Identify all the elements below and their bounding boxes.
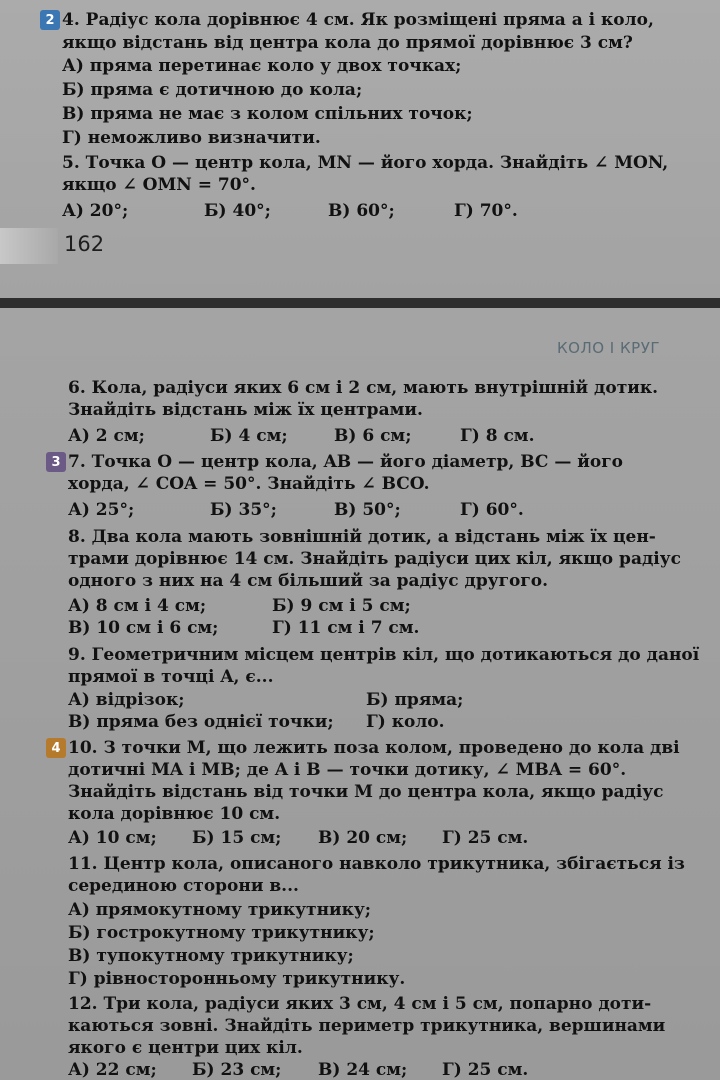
q10-option-c: В) 20 см;: [318, 828, 408, 848]
q12-text-line3: якого є центри цих кіл.: [68, 1038, 303, 1058]
page-number-strip: [0, 228, 58, 264]
q9-text-line2: прямої в точці A, є...: [68, 667, 274, 687]
q8-option-d: Г) 11 см і 7 см.: [272, 618, 420, 638]
q4-text-line2: якщо відстань від центра кола до прямої дорівнює 3 см?: [62, 33, 633, 53]
q7-option-a: А) 25°;: [68, 500, 135, 520]
q11-option-b: Б) гострокутному трикутнику;: [68, 923, 375, 943]
q10-text-line2: дотичні MA і MB; де A і B — точки дотику, ∠ MBA = 60°.: [68, 760, 627, 780]
q8-text-line3: одного з них на 4 см більший за радіус другого.: [68, 571, 549, 591]
q11-text-line1: 11. Центр кола, описаного навколо трикутника, збігається із: [68, 854, 685, 874]
q8-text-line1: 8. Два кола мають зовнішній дотик, а відстань між їх цен-: [68, 527, 656, 547]
q12-text-line2: каються зовні. Знайдіть периметр трикутника, вершинами: [68, 1016, 666, 1036]
q12-option-c: В) 24 см;: [318, 1060, 408, 1080]
q5-option-a: А) 20°;: [62, 201, 129, 221]
q5-text-line1: 5. Точка O — центр кола, MN — його хорда. Знайдіть ∠ MON,: [62, 153, 669, 173]
q12-option-b: Б) 23 см;: [192, 1060, 282, 1080]
q8-option-c: В) 10 см і 6 см;: [68, 618, 219, 638]
q12-text-line1: 12. Три кола, радіуси яких 3 см, 4 см і 5 см, попарно доти-: [68, 994, 652, 1014]
q4-option-d: Г) неможливо визначити.: [62, 128, 321, 148]
q6-option-a: А) 2 см;: [68, 426, 145, 446]
difficulty-badge-icon: 3: [46, 452, 66, 472]
q9-option-a: А) відрізок;: [68, 690, 185, 710]
q10-option-a: А) 10 см;: [68, 828, 157, 848]
q5-option-c: В) 60°;: [328, 201, 395, 221]
q11-option-a: А) прямокутному трикутнику;: [68, 900, 372, 920]
q10-text-line3: Знайдіть відстань від точки M до центра кола, якщо радіус: [68, 782, 664, 802]
q11-text-line2: серединою сторони в...: [68, 876, 299, 896]
difficulty-badge-icon: 4: [46, 738, 66, 758]
q7-text-line1: 7. Точка O — центр кола, AB — його діаметр, BC — його: [68, 452, 623, 472]
q6-text-line2: Знайдіть відстань між їх центрами.: [68, 400, 423, 420]
q10-text-line1: 10. З точки M, що лежить поза колом, проведено до кола дві: [68, 738, 680, 758]
q7-option-d: Г) 60°.: [460, 500, 524, 520]
q10-text-line4: кола дорівнює 10 см.: [68, 804, 281, 824]
q5-option-d: Г) 70°.: [454, 201, 518, 221]
q11-option-d: Г) рівносторонньому трикутнику.: [68, 969, 406, 989]
q4-option-c: В) пряма не має з колом спільних точок;: [62, 104, 473, 124]
q6-text-line1: 6. Кола, радіуси яких 6 см і 2 см, мають внутрішній дотик.: [68, 378, 659, 398]
q9-option-b: Б) пряма;: [366, 690, 464, 710]
q6-option-d: Г) 8 см.: [460, 426, 535, 446]
q4-option-a: А) пряма перетинає коло у двох точках;: [62, 56, 462, 76]
q8-text-line2: трами дорівнює 14 см. Знайдіть радіуси цих кіл, якщо радіус: [68, 549, 681, 569]
q4-text-line1: 4. Радіус кола дорівнює 4 см. Як розміщені пряма a і коло,: [62, 10, 654, 30]
q6-option-c: В) 6 см;: [334, 426, 412, 446]
q9-text-line1: 9. Геометричним місцем центрів кіл, що дотикаються до даної: [68, 645, 700, 665]
section-header: КОЛО І КРУГ: [557, 339, 660, 357]
q12-option-d: Г) 25 см.: [442, 1060, 529, 1080]
q9-option-d: Г) коло.: [366, 712, 445, 732]
q10-option-b: Б) 15 см;: [192, 828, 282, 848]
page-divider: [0, 298, 720, 308]
q12-option-a: А) 22 см;: [68, 1060, 157, 1080]
page-number: 162: [64, 232, 105, 256]
q4-option-b: Б) пряма є дотичною до кола;: [62, 80, 363, 100]
q5-option-b: Б) 40°;: [204, 201, 271, 221]
q7-text-line2: хорда, ∠ COA = 50°. Знайдіть ∠ BCO.: [68, 474, 430, 494]
q7-option-c: В) 50°;: [334, 500, 401, 520]
q8-option-b: Б) 9 см і 5 см;: [272, 596, 411, 616]
q8-option-a: А) 8 см і 4 см;: [68, 596, 207, 616]
q10-option-d: Г) 25 см.: [442, 828, 529, 848]
q6-option-b: Б) 4 см;: [210, 426, 288, 446]
q11-option-c: В) тупокутному трикутнику;: [68, 946, 354, 966]
difficulty-badge-icon: 2: [40, 10, 60, 30]
q7-option-b: Б) 35°;: [210, 500, 277, 520]
q5-text-line2: якщо ∠ OMN = 70°.: [62, 175, 256, 195]
q9-option-c: В) пряма без однієї точки;: [68, 712, 334, 732]
